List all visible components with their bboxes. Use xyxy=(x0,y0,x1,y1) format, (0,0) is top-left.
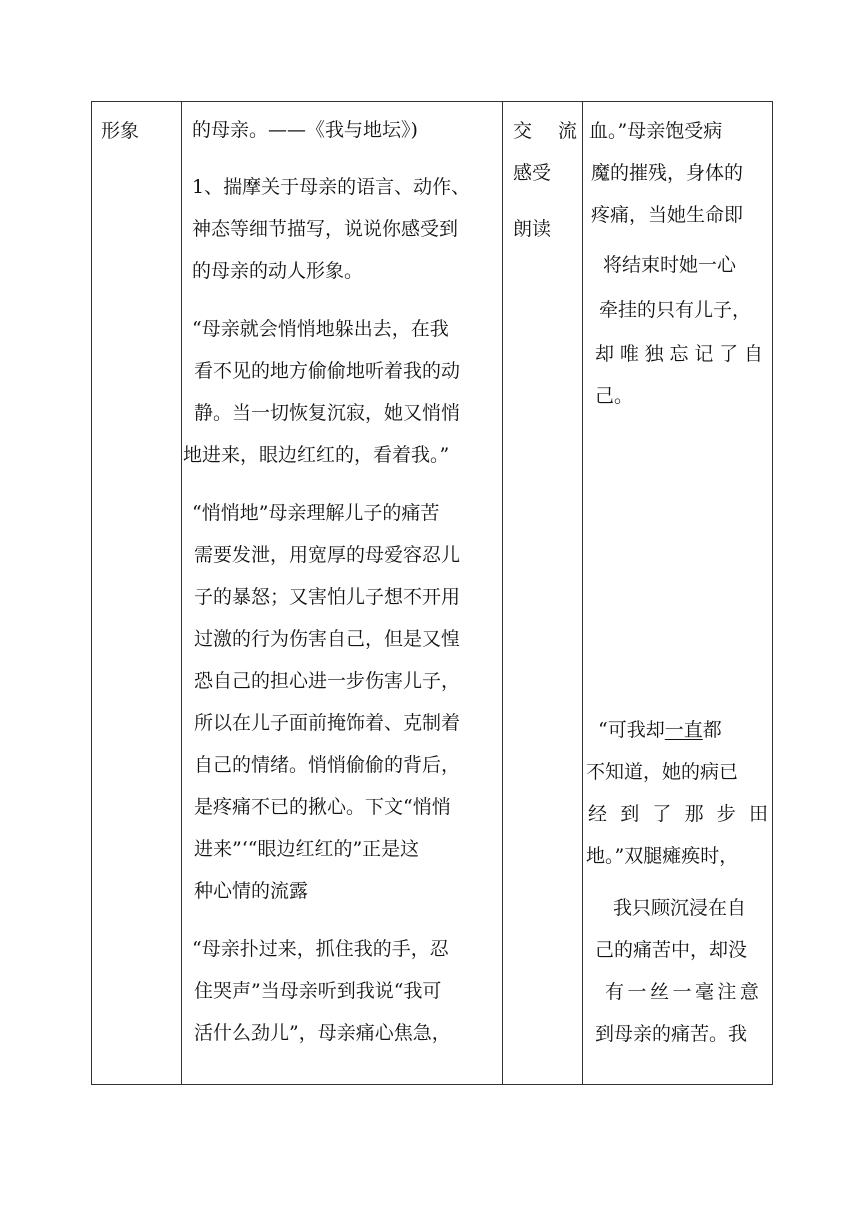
content-line: 过激的行为伤害自己，但是又惶 xyxy=(194,628,461,650)
content-line: 看不见的地方偷偷地听着我的动 xyxy=(194,360,461,382)
analysis-line: 疼痛，当她生命即 xyxy=(591,204,744,226)
analysis-line: 不知道，她的病已 xyxy=(586,761,739,783)
content-line: “母亲扑过来，抓住我的手，忍 xyxy=(192,938,449,960)
table-cell-category xyxy=(92,102,182,1085)
analysis-line: 我只顾沉浸在自 xyxy=(613,897,747,919)
analysis-line: 将结束时她一心 xyxy=(603,254,737,276)
analysis-line: 经 到 了 那 步 田 xyxy=(588,803,768,825)
content-line: 静。当一切恢复沉寂，她又悄悄 xyxy=(194,402,461,424)
table-row xyxy=(92,102,773,1085)
content-line: 进来”‘“眼边红红的”正是这 xyxy=(194,838,420,860)
analysis-line: 牵挂的只有儿子， xyxy=(599,299,752,321)
activity-line: 感受 xyxy=(513,162,552,184)
table-cell-activity xyxy=(503,102,583,1085)
content-line: 活什么劲儿”，母亲痛心焦急， xyxy=(194,1022,451,1044)
analysis-line: 魔的摧残，身体的 xyxy=(591,162,744,184)
content-line: 恐自己的担心进一步伤害儿子， xyxy=(194,670,461,692)
content-line: “母亲就会悄悄地躲出去，在我 xyxy=(192,318,449,340)
content-line: 的母亲。——《我与地坛》) xyxy=(192,119,418,141)
content-line: 种心情的流露 xyxy=(194,880,309,902)
activity-word: 交 xyxy=(513,120,533,142)
analysis-line: 己。 xyxy=(595,385,634,407)
content-line: 所以在儿子面前掩饰着、克制着 xyxy=(194,712,461,734)
analysis-line xyxy=(598,718,722,742)
activity-line xyxy=(513,119,577,143)
category-label: 形象 xyxy=(101,120,140,142)
analysis-line: 却 唯 独 忘 记 了 自 xyxy=(595,343,763,365)
analysis-line: 到母亲的痛苦。我 xyxy=(595,1023,748,1045)
content-line: 住哭声”当母亲听到我说“我可 xyxy=(194,980,442,1002)
content-line: 地进来，眼边红红的，看着我。” xyxy=(183,444,450,466)
content-line: 1、揣摩关于母亲的语言、动作、 xyxy=(192,176,471,198)
underlined-text: 一直 xyxy=(664,719,703,741)
content-line: 的母亲的动人形象。 xyxy=(192,260,364,282)
analysis-line: 地。”双腿瘫痪时， xyxy=(586,845,739,867)
content-line: 是疼痛不已的揪心。下文“悄悄 xyxy=(194,796,451,818)
content-line: 需要发泄，用宽厚的母爱容忍儿 xyxy=(194,544,461,566)
activity-word: 流 xyxy=(557,120,577,142)
analysis-line: 有 一 丝 一 毫 注 意 xyxy=(605,981,759,1003)
content-line: “悄悄地”母亲理解儿子的痛苦 xyxy=(192,502,440,524)
content-line: 子的暴怒；又害怕儿子想不开用 xyxy=(194,586,461,608)
analysis-line: 己的痛苦中，却没 xyxy=(595,939,748,961)
lesson-table xyxy=(91,101,773,1085)
table-cell-content xyxy=(182,102,503,1085)
content-line: 自己的情绪。悄悄偷偷的背后， xyxy=(194,754,461,776)
activity-line: 朗读 xyxy=(513,218,552,240)
analysis-text: “可我却 xyxy=(598,719,665,741)
analysis-text: 都 xyxy=(702,719,722,741)
table-cell-analysis xyxy=(583,102,773,1085)
analysis-line: 血。”母亲饱受病 xyxy=(589,120,723,142)
content-line: 神态等细节描写，说说你感受到 xyxy=(192,218,459,240)
